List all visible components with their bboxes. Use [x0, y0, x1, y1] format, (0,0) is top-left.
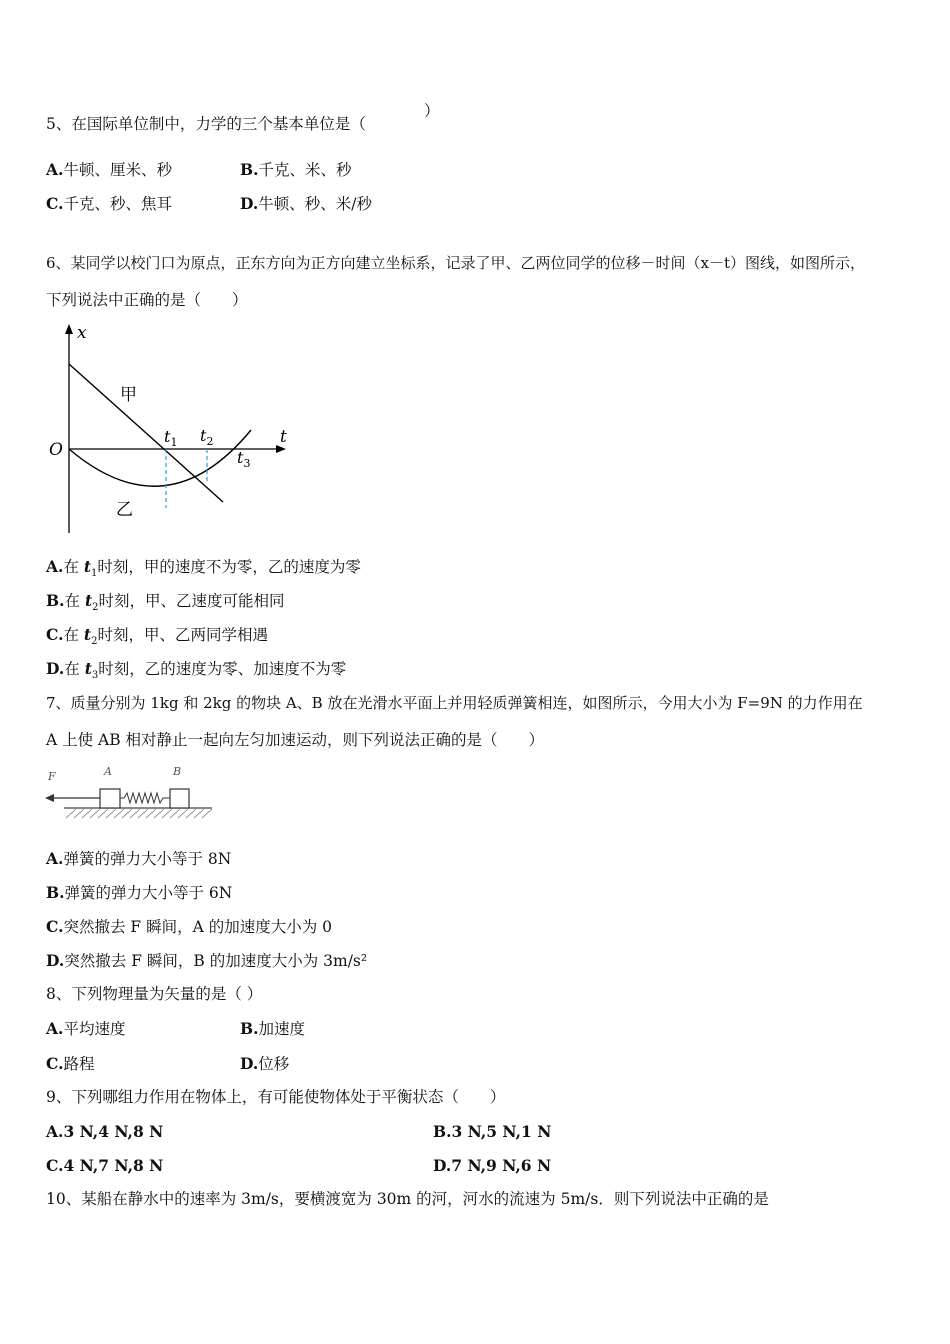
q8-option-b: B.加速度 — [240, 1019, 306, 1038]
q6-stem-line2: 下列说法中正确的是（ ） — [46, 291, 248, 309]
q5-stem: 5、在国际单位制中，力学的三个基本单位是（ — [46, 115, 366, 133]
q5-option-d: D.牛顿、秒、米/秒 — [240, 194, 373, 213]
q9-option-b: B.3 N,5 N,1 N — [433, 1122, 552, 1141]
x-axis-label: x — [77, 323, 87, 343]
q7-stem-line2: A 上使 AB 相对静止一起向左匀加速运动，则下列说法正确的是（ ） — [46, 731, 545, 749]
q9-stem: 9、下列哪组力作用在物体上，有可能使物体处于平衡状态（ ） — [46, 1088, 506, 1106]
q8-option-a: A.平均速度 — [46, 1019, 126, 1038]
t-axis-label: t — [280, 427, 287, 447]
xt-graph — [40, 318, 300, 543]
q6-option-c: C.在 $t_2$时刻，甲、乙两同学相遇 — [46, 625, 268, 648]
force-arrowhead — [45, 794, 54, 802]
q6-option-b: B.在 $t_2$时刻，甲、乙速度可能相同 — [46, 591, 285, 614]
q8-option-d: D.位移 — [240, 1054, 290, 1073]
q9-option-a: A.3 N,4 N,8 N — [46, 1122, 164, 1141]
q6-option-d: D.在 $t_3$时刻，乙的速度为零、加速度不为零 — [46, 659, 347, 682]
ground-hatching — [66, 809, 212, 818]
block-a — [100, 789, 120, 808]
block-a-label: A — [104, 765, 112, 778]
t3-label: $t_3$ — [237, 448, 251, 470]
q9-option-d: D.7 N,9 N,6 N — [433, 1156, 552, 1175]
q8-stem: 8、下列物理量为矢量的是（ ） — [46, 985, 263, 1003]
q7-stem-line1: 7、质量分别为 1kg 和 2kg 的物块 A、B 放在光滑水平面上并用轻质弹簧相连，如图所示，今用大小为 F=9N 的力作用在 — [46, 694, 863, 712]
q6-option-a: A.在 $t_1$时刻，甲的速度不为零，乙的速度为零 — [46, 557, 361, 580]
x-axis-arrow — [65, 324, 73, 334]
q7-option-c: C.突然撤去 F 瞬间，A 的加速度大小为 0 — [46, 917, 332, 936]
q7-option-d: D.突然撤去 F 瞬间，B 的加速度大小为 3m/s² — [46, 951, 368, 970]
yi-curve — [69, 430, 251, 486]
q5-close-paren: ） — [424, 102, 440, 120]
q9-option-c: C.4 N,7 N,8 N — [46, 1156, 164, 1175]
q6-stem-line1: 6、某同学以校门口为原点，正东方向为正方向建立坐标系，记录了甲、乙两位同学的位移－时间（x－t）图线，如图所示， — [46, 254, 866, 272]
q10-stem: 10、某船在静水中的速率为 3m/s，要横渡宽为 30m 的河，河水的流速为 5m/s．则下列说法中正确的是 — [46, 1190, 769, 1208]
origin-label: O — [49, 440, 63, 460]
q8-option-c: C.路程 — [46, 1054, 95, 1073]
spring-blocks-figure — [42, 760, 217, 822]
block-b — [170, 789, 189, 808]
q5-option-b: B.千克、米、秒 — [240, 160, 352, 179]
q5-option-c: C.千克、秒、焦耳 — [46, 194, 172, 213]
t1-label: $t_1$ — [164, 427, 178, 449]
block-b-label: B — [173, 765, 182, 778]
yi-label: 乙 — [116, 500, 133, 520]
q7-option-b: B.弹簧的弹力大小等于 6N — [46, 883, 233, 902]
q5-option-a: A.牛顿、厘米、秒 — [46, 160, 172, 179]
jia-label: 甲 — [120, 385, 137, 405]
t2-label: $t_2$ — [200, 426, 214, 448]
q7-option-a: A.弹簧的弹力大小等于 8N — [46, 849, 232, 868]
spring — [120, 793, 170, 803]
force-label: F — [48, 770, 56, 783]
